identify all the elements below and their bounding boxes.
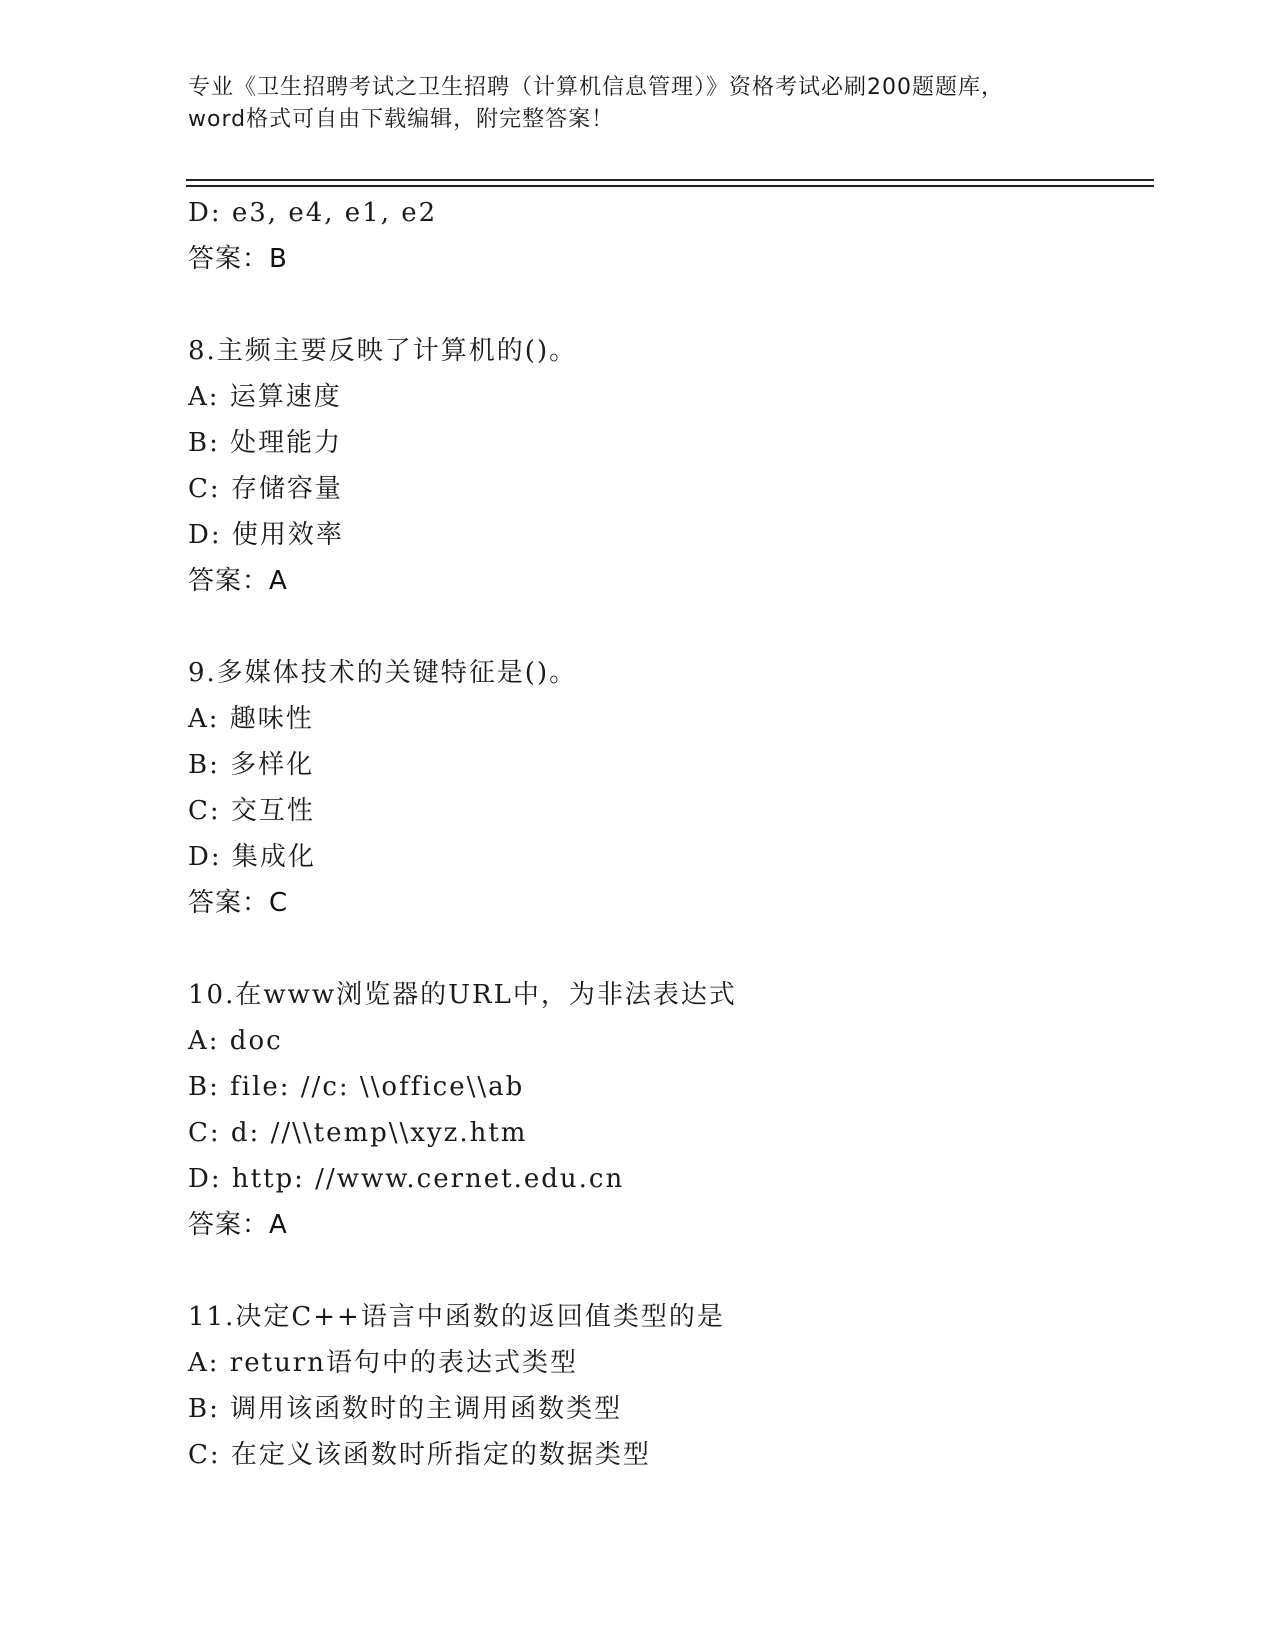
question-8 — [188, 328, 1188, 604]
answer-line: 答案：C — [188, 888, 289, 918]
answer-line: 答案：A — [188, 566, 288, 596]
carryover-block — [188, 190, 1188, 282]
question-stem: 11.决定C++语言中函数的返回值类型的是 — [188, 1302, 725, 1332]
header-divider-top — [186, 179, 1154, 181]
header-divider-bottom — [186, 185, 1154, 187]
option-b: B: 调用该函数时的主调用函数类型 — [188, 1394, 623, 1424]
document-header — [188, 72, 1088, 136]
option-a: A: 趣味性 — [188, 704, 314, 734]
spacer — [188, 282, 1188, 328]
question-stem: 10.在www浏览器的URL中，为非法表达式 — [188, 980, 737, 1010]
option-c: C: 交互性 — [188, 796, 315, 826]
spacer — [188, 604, 1188, 650]
header-line-2: word格式可自由下载编辑，附完整答案！ — [188, 107, 615, 132]
question-10 — [188, 972, 1188, 1248]
question-stem: 9.多媒体技术的关键特征是()。 — [188, 658, 578, 688]
option-b: B: 多样化 — [188, 750, 315, 780]
option-a: A: return语句中的表达式类型 — [188, 1348, 578, 1378]
header-line-1: 专业《卫生招聘考试之卫生招聘（计算机信息管理）》资格考试必刷200题题库， — [188, 75, 1004, 100]
option-c: C: 存储容量 — [188, 474, 343, 504]
spacer — [188, 1248, 1188, 1294]
question-9 — [188, 650, 1188, 926]
option-a: A: doc — [188, 1026, 283, 1056]
option-d: D: http: //www.cernet.edu.cn — [188, 1164, 625, 1194]
option-b: B: file: //c: \\office\\ab — [188, 1072, 525, 1102]
answer-line: 答案：A — [188, 1210, 288, 1240]
spacer — [188, 926, 1188, 972]
answer-line: 答案：B — [188, 244, 288, 274]
option-d: D: 使用效率 — [188, 520, 344, 550]
option-d: D: e3, e4, e1, e2 — [188, 198, 438, 228]
option-a: A: 运算速度 — [188, 382, 342, 412]
option-c: C: d: //\\temp\\xyz.htm — [188, 1118, 528, 1148]
question-11 — [188, 1294, 1188, 1478]
option-c: C: 在定义该函数时所指定的数据类型 — [188, 1440, 651, 1470]
question-content — [188, 190, 1188, 1478]
option-d: D: 集成化 — [188, 842, 316, 872]
option-b: B: 处理能力 — [188, 428, 343, 458]
question-stem: 8.主频主要反映了计算机的()。 — [188, 336, 578, 366]
